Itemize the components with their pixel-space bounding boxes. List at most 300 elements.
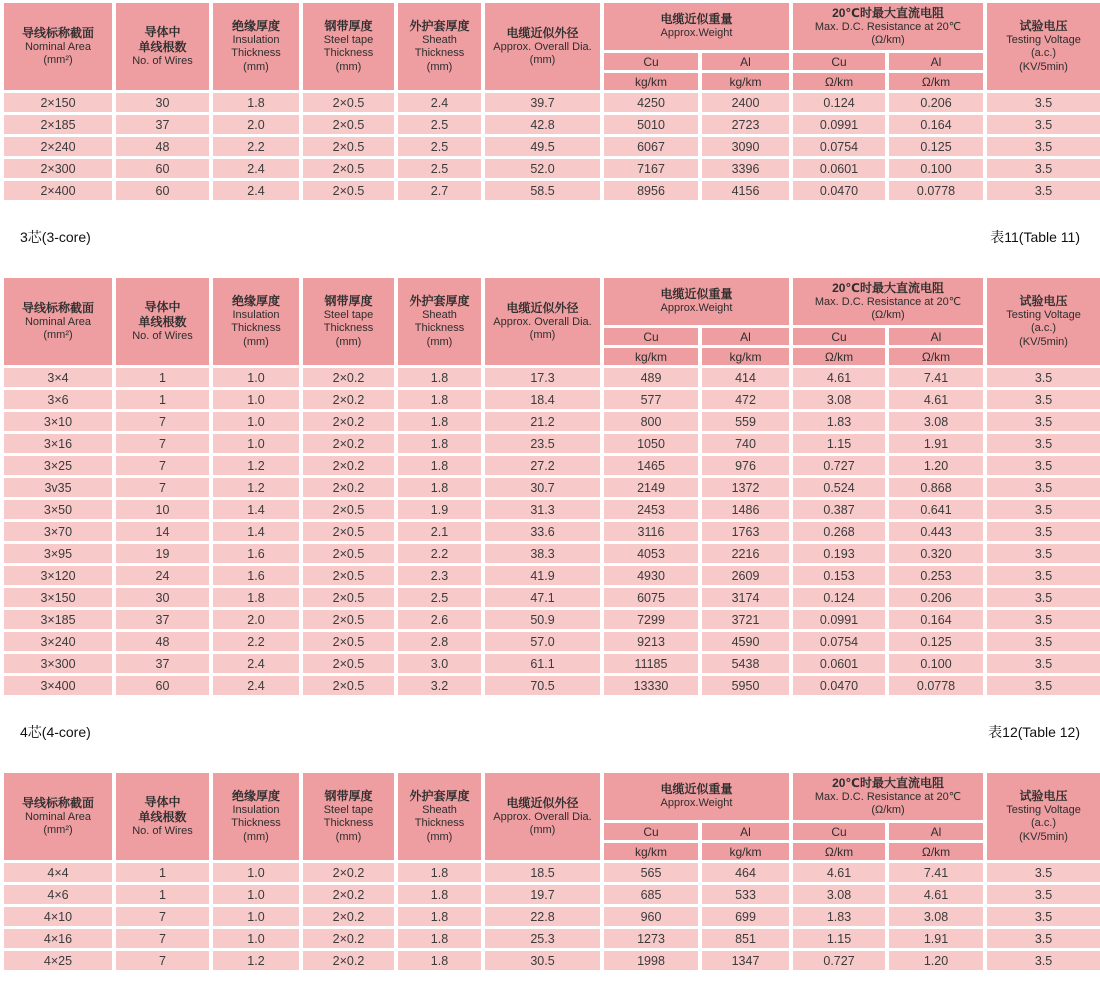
table-row xyxy=(2,433,1100,455)
section-heading xyxy=(0,722,1100,742)
cell: 2400 xyxy=(700,92,791,114)
cell: 2×0.5 xyxy=(301,587,396,609)
header-line-zh: 电缆近似重量 xyxy=(660,782,733,797)
header-line-en: Sheath xyxy=(422,804,457,817)
table-row xyxy=(2,455,1100,477)
header-line-zh: 试验电压 xyxy=(1019,294,1068,309)
cell: 0.268 xyxy=(791,521,887,543)
cell: 52.0 xyxy=(483,158,602,180)
cell: 3×50 xyxy=(2,499,114,521)
cell: 3.08 xyxy=(791,389,887,411)
cell: 1763 xyxy=(700,521,791,543)
cell: 0.0601 xyxy=(791,653,887,675)
cell: 3.5 xyxy=(985,950,1100,972)
cell: 2×0.5 xyxy=(301,158,396,180)
cell: 7 xyxy=(114,477,211,499)
header-line-en: Thickness xyxy=(414,817,465,830)
cell: 0.0778 xyxy=(887,675,985,697)
subheader-weight-cu: Cu xyxy=(602,822,700,842)
header-line-en: Testing Voltage xyxy=(1006,34,1081,47)
header-line-en: Testing Voltage xyxy=(1006,804,1081,817)
cell: 37 xyxy=(114,609,211,631)
cell: 3×16 xyxy=(2,433,114,455)
cell: 3.5 xyxy=(985,609,1100,631)
header-line-unit: (mm) xyxy=(529,54,556,66)
cell: 2609 xyxy=(700,565,791,587)
cell: 2453 xyxy=(602,499,700,521)
cell: 39.7 xyxy=(483,92,602,114)
cell: 4.61 xyxy=(887,884,985,906)
cell: 4.61 xyxy=(791,862,887,884)
cell: 6067 xyxy=(602,136,700,158)
cell: 9213 xyxy=(602,631,700,653)
cell: 37 xyxy=(114,114,211,136)
cell: 2149 xyxy=(602,477,700,499)
cell: 1.6 xyxy=(211,565,301,587)
cell: 2.2 xyxy=(211,136,301,158)
cell: 3.5 xyxy=(985,499,1100,521)
cell: 2×300 xyxy=(2,158,114,180)
cell: 3.5 xyxy=(985,631,1100,653)
cell: 7 xyxy=(114,455,211,477)
cell: 2.4 xyxy=(211,180,301,202)
cell: 577 xyxy=(602,389,700,411)
cell: 1.9 xyxy=(396,499,483,521)
cell: 19 xyxy=(114,543,211,565)
cell: 57.0 xyxy=(483,631,602,653)
section-heading xyxy=(0,227,1100,247)
cell: 2×240 xyxy=(2,136,114,158)
table-row xyxy=(2,906,1100,928)
col-header-overall-dia xyxy=(483,277,602,367)
cell: 13330 xyxy=(602,675,700,697)
cell: 4×16 xyxy=(2,928,114,950)
header-line-en: Sheath xyxy=(422,34,457,47)
subheader-resistance-al: Al xyxy=(887,327,985,347)
spec-table xyxy=(0,0,1100,203)
subheader-resistance-cu: Cu xyxy=(791,822,887,842)
header-line-zh: 试验电压 xyxy=(1019,19,1068,34)
unit-resistance-al: Ω/km xyxy=(887,842,985,862)
cell: 1.8 xyxy=(396,928,483,950)
cell: 2×0.5 xyxy=(301,609,396,631)
header-line-en: (a.c.) xyxy=(1030,817,1057,830)
cell: 3×6 xyxy=(2,389,114,411)
cell: 7 xyxy=(114,928,211,950)
cell: 42.8 xyxy=(483,114,602,136)
cell: 2.3 xyxy=(396,565,483,587)
table-header xyxy=(2,277,1100,367)
cell: 2.5 xyxy=(396,136,483,158)
cell: 60 xyxy=(114,675,211,697)
cell: 2.4 xyxy=(211,653,301,675)
header-line-en: Insulation xyxy=(232,34,280,47)
cell: 2×0.2 xyxy=(301,367,396,389)
cell: 2.0 xyxy=(211,609,301,631)
header-line-en: Steel tape xyxy=(323,804,374,817)
header-line-en: Insulation xyxy=(232,804,280,817)
header-line-unit: (mm) xyxy=(243,830,269,843)
cell: 3.5 xyxy=(985,158,1100,180)
table-row xyxy=(2,543,1100,565)
cell: 2.5 xyxy=(396,114,483,136)
cell: 0.0754 xyxy=(791,136,887,158)
cell: 2×0.2 xyxy=(301,411,396,433)
cell: 33.6 xyxy=(483,521,602,543)
header-line-unit: (mm) xyxy=(529,824,556,836)
cell: 1.8 xyxy=(211,92,301,114)
cell: 1.0 xyxy=(211,433,301,455)
cell: 472 xyxy=(700,389,791,411)
cell: 0.153 xyxy=(791,565,887,587)
header-line-en: Sheath xyxy=(422,309,457,322)
cell: 2×0.2 xyxy=(301,928,396,950)
cell: 2.4 xyxy=(211,158,301,180)
cell: 1.15 xyxy=(791,928,887,950)
group-header-approx-weight xyxy=(602,772,791,822)
header-line-unit: (mm) xyxy=(426,335,453,348)
cell: 7 xyxy=(114,411,211,433)
unit-resistance-cu: Ω/km xyxy=(791,347,887,367)
cell: 0.0991 xyxy=(791,609,887,631)
unit-resistance-cu: Ω/km xyxy=(791,842,887,862)
table-row xyxy=(2,389,1100,411)
header-line-unit: (Ω/km) xyxy=(871,34,905,46)
cell: 3116 xyxy=(602,521,700,543)
header-line-zh: 钢带厚度 xyxy=(324,294,373,309)
cell: 2×0.5 xyxy=(301,521,396,543)
col-header-insulation-thickness xyxy=(211,2,301,92)
table-row xyxy=(2,180,1100,202)
cell: 11185 xyxy=(602,653,700,675)
header-line-en: Steel tape xyxy=(323,309,374,322)
cell: 49.5 xyxy=(483,136,602,158)
group-header-approx-weight xyxy=(602,2,791,52)
cell: 0.320 xyxy=(887,543,985,565)
table-section xyxy=(0,227,1100,698)
cell: 19.7 xyxy=(483,884,602,906)
header-line-zh: 钢带厚度 xyxy=(324,789,373,804)
cell: 7299 xyxy=(602,609,700,631)
cell: 4×25 xyxy=(2,950,114,972)
cell: 2×400 xyxy=(2,180,114,202)
cell: 10 xyxy=(114,499,211,521)
header-line-en: (KV/5min) xyxy=(1019,830,1068,843)
cell: 1347 xyxy=(700,950,791,972)
table-row xyxy=(2,367,1100,389)
cell: 0.727 xyxy=(791,950,887,972)
cell: 2×0.5 xyxy=(301,136,396,158)
cell: 2×0.5 xyxy=(301,653,396,675)
cell: 3.5 xyxy=(985,389,1100,411)
cell: 0.100 xyxy=(887,653,985,675)
header-line-unit: (mm²) xyxy=(43,54,73,66)
cell: 4.61 xyxy=(887,389,985,411)
cell: 47.1 xyxy=(483,587,602,609)
header-line-en: Nominal Area xyxy=(24,40,92,53)
cell: 0.727 xyxy=(791,455,887,477)
cell: 5950 xyxy=(700,675,791,697)
cell: 3.5 xyxy=(985,477,1100,499)
cell: 0.0754 xyxy=(791,631,887,653)
cell: 1.8 xyxy=(396,433,483,455)
cell: 0.253 xyxy=(887,565,985,587)
header-line-zh: 导线标称截面 xyxy=(21,25,94,40)
header-line-en: (KV/5min) xyxy=(1019,60,1068,73)
unit-weight-cu: kg/km xyxy=(602,842,700,862)
cell: 1050 xyxy=(602,433,700,455)
cell: 2×0.5 xyxy=(301,92,396,114)
group-header-approx-weight xyxy=(602,277,791,327)
cell: 3.5 xyxy=(985,433,1100,455)
cell: 740 xyxy=(700,433,791,455)
col-header-steel-tape-thickness xyxy=(301,772,396,862)
cell: 17.3 xyxy=(483,367,602,389)
cell: 414 xyxy=(700,367,791,389)
cell: 1.8 xyxy=(396,477,483,499)
cell: 0.0601 xyxy=(791,158,887,180)
cell: 4930 xyxy=(602,565,700,587)
header-line-en: Thickness xyxy=(414,47,465,60)
header-line-en: No. of Wires xyxy=(132,54,193,67)
subheader-resistance-cu: Cu xyxy=(791,52,887,72)
cell: 2×0.5 xyxy=(301,543,396,565)
cell: 58.5 xyxy=(483,180,602,202)
cell: 1.8 xyxy=(396,367,483,389)
table-body xyxy=(2,92,1100,202)
header-line-en: (a.c.) xyxy=(1030,47,1057,60)
header-line-unit: (mm) xyxy=(335,830,362,843)
table-header xyxy=(2,2,1100,92)
cell: 24 xyxy=(114,565,211,587)
table-row xyxy=(2,411,1100,433)
cell: 3.5 xyxy=(985,521,1100,543)
cell: 3×300 xyxy=(2,653,114,675)
cell: 48 xyxy=(114,631,211,653)
header-line-unit: (mm) xyxy=(426,830,453,843)
cell: 533 xyxy=(700,884,791,906)
header-line-zh: 单线根数 xyxy=(138,809,187,824)
cell: 7 xyxy=(114,950,211,972)
subheader-weight-al: Al xyxy=(700,822,791,842)
cell: 30.7 xyxy=(483,477,602,499)
header-line-en: Thickness xyxy=(323,817,374,830)
cell: 6075 xyxy=(602,587,700,609)
cell: 2.6 xyxy=(396,609,483,631)
header-line-unit: (Ω/km) xyxy=(871,804,905,816)
cell: 976 xyxy=(700,455,791,477)
cell: 1.8 xyxy=(211,587,301,609)
table-row xyxy=(2,609,1100,631)
cell: 0.387 xyxy=(791,499,887,521)
cell: 1.2 xyxy=(211,950,301,972)
cell: 1.0 xyxy=(211,411,301,433)
cell: 2×0.5 xyxy=(301,565,396,587)
cell: 0.124 xyxy=(791,587,887,609)
table-row xyxy=(2,136,1100,158)
cell: 30.5 xyxy=(483,950,602,972)
cell: 3.5 xyxy=(985,565,1100,587)
cell: 4×4 xyxy=(2,862,114,884)
cell: 3×70 xyxy=(2,521,114,543)
cell: 1 xyxy=(114,884,211,906)
col-header-insulation-thickness xyxy=(211,277,301,367)
cell: 27.2 xyxy=(483,455,602,477)
table-section xyxy=(0,0,1100,203)
cell: 18.4 xyxy=(483,389,602,411)
cell: 3×150 xyxy=(2,587,114,609)
cell: 3×400 xyxy=(2,675,114,697)
table-row xyxy=(2,653,1100,675)
cell: 1.0 xyxy=(211,884,301,906)
header-line-zh: 20℃时最大直流电阻 xyxy=(832,280,944,295)
cell: 0.164 xyxy=(887,114,985,136)
cell: 2.4 xyxy=(396,92,483,114)
header-line-en: (KV/5min) xyxy=(1019,335,1068,348)
cell: 7167 xyxy=(602,158,700,180)
cell: 4×10 xyxy=(2,906,114,928)
cell: 0.0470 xyxy=(791,675,887,697)
cell: 0.524 xyxy=(791,477,887,499)
header-line-unit: (mm) xyxy=(529,329,556,341)
cell: 30 xyxy=(114,587,211,609)
cell: 3.5 xyxy=(985,587,1100,609)
cell: 61.1 xyxy=(483,653,602,675)
header-line-zh: 导线标称截面 xyxy=(21,300,94,315)
header-line-en: Nominal Area xyxy=(24,810,92,823)
cell: 1.91 xyxy=(887,433,985,455)
section-label: 3芯(3-core) xyxy=(20,229,91,245)
unit-weight-cu: kg/km xyxy=(602,72,700,92)
cell: 14 xyxy=(114,521,211,543)
cell: 3.2 xyxy=(396,675,483,697)
header-line-zh: 导体中 xyxy=(144,299,181,314)
table-label: 表12(Table 12) xyxy=(988,724,1080,740)
cell: 3.5 xyxy=(985,906,1100,928)
cell: 2×0.2 xyxy=(301,906,396,928)
cell: 0.0778 xyxy=(887,180,985,202)
cell: 2×0.2 xyxy=(301,433,396,455)
col-header-sheath-thickness xyxy=(396,277,483,367)
cell: 31.3 xyxy=(483,499,602,521)
header-line-zh: 外护套厚度 xyxy=(409,294,470,309)
subheader-weight-cu: Cu xyxy=(602,327,700,347)
table-row xyxy=(2,565,1100,587)
cell: 3.5 xyxy=(985,114,1100,136)
cell: 4053 xyxy=(602,543,700,565)
cell: 2.4 xyxy=(211,675,301,697)
cell: 489 xyxy=(602,367,700,389)
cell: 565 xyxy=(602,862,700,884)
cell: 0.124 xyxy=(791,92,887,114)
cell: 1.0 xyxy=(211,367,301,389)
header-line-zh: 电缆近似重量 xyxy=(660,12,733,27)
cell: 800 xyxy=(602,411,700,433)
cell: 3×10 xyxy=(2,411,114,433)
spec-table xyxy=(0,275,1100,698)
cell: 7.41 xyxy=(887,367,985,389)
cell: 2×150 xyxy=(2,92,114,114)
header-line-en: Approx. Overall Dia. xyxy=(493,315,592,328)
header-line-unit: (Ω/km) xyxy=(871,309,905,321)
col-header-testing-voltage xyxy=(985,277,1100,367)
cell: 30 xyxy=(114,92,211,114)
table-section xyxy=(0,722,1100,973)
cell: 2×0.5 xyxy=(301,499,396,521)
header-line-zh: 电缆近似外径 xyxy=(506,25,579,40)
header-line-zh: 绝缘厚度 xyxy=(231,19,280,34)
cell: 851 xyxy=(700,928,791,950)
cell: 1.0 xyxy=(211,906,301,928)
cell: 3.5 xyxy=(985,180,1100,202)
cell: 1273 xyxy=(602,928,700,950)
cell: 41.9 xyxy=(483,565,602,587)
cell: 1372 xyxy=(700,477,791,499)
cell: 1.6 xyxy=(211,543,301,565)
table-row xyxy=(2,521,1100,543)
header-line-unit: (mm) xyxy=(335,60,362,73)
unit-resistance-al: Ω/km xyxy=(887,72,985,92)
col-header-nominal-area xyxy=(2,277,114,367)
header-line-unit: (mm) xyxy=(243,60,269,73)
header-line-unit: (mm) xyxy=(243,335,269,348)
cell: 1 xyxy=(114,367,211,389)
cell: 3.08 xyxy=(791,884,887,906)
cell: 5010 xyxy=(602,114,700,136)
cell: 0.0470 xyxy=(791,180,887,202)
cell: 1.8 xyxy=(396,411,483,433)
cell: 60 xyxy=(114,158,211,180)
unit-weight-cu: kg/km xyxy=(602,347,700,367)
table-row xyxy=(2,114,1100,136)
cell: 38.3 xyxy=(483,543,602,565)
header-line-en: Insulation xyxy=(232,309,280,322)
cell: 3090 xyxy=(700,136,791,158)
cell: 2×0.5 xyxy=(301,114,396,136)
group-header-dc-resistance xyxy=(791,2,985,52)
cell: 2216 xyxy=(700,543,791,565)
cell: 3.0 xyxy=(396,653,483,675)
cell: 3721 xyxy=(700,609,791,631)
subheader-weight-al: Al xyxy=(700,52,791,72)
cell: 1.2 xyxy=(211,477,301,499)
cell: 23.5 xyxy=(483,433,602,455)
cell: 25.3 xyxy=(483,928,602,950)
header-line-zh: 电缆近似外径 xyxy=(506,300,579,315)
cell: 4156 xyxy=(700,180,791,202)
cell: 0.868 xyxy=(887,477,985,499)
header-line-en: Approx.Weight xyxy=(660,797,733,810)
cell: 2723 xyxy=(700,114,791,136)
header-line-en: Thickness xyxy=(231,817,281,830)
cell: 2×0.2 xyxy=(301,455,396,477)
subheader-weight-al: Al xyxy=(700,327,791,347)
cell: 1998 xyxy=(602,950,700,972)
col-header-sheath-thickness xyxy=(396,772,483,862)
col-header-no-of-wires xyxy=(114,2,211,92)
header-line-en: Max. D.C. Resistance at 20℃ xyxy=(814,295,962,308)
cell: 2.5 xyxy=(396,158,483,180)
cell: 1.20 xyxy=(887,455,985,477)
header-line-en: Testing Voltage xyxy=(1006,309,1081,322)
cell: 7.41 xyxy=(887,862,985,884)
cell: 48 xyxy=(114,136,211,158)
cell: 464 xyxy=(700,862,791,884)
header-line-zh: 电缆近似重量 xyxy=(660,287,733,302)
col-header-overall-dia xyxy=(483,2,602,92)
col-header-testing-voltage xyxy=(985,2,1100,92)
cell: 3×25 xyxy=(2,455,114,477)
